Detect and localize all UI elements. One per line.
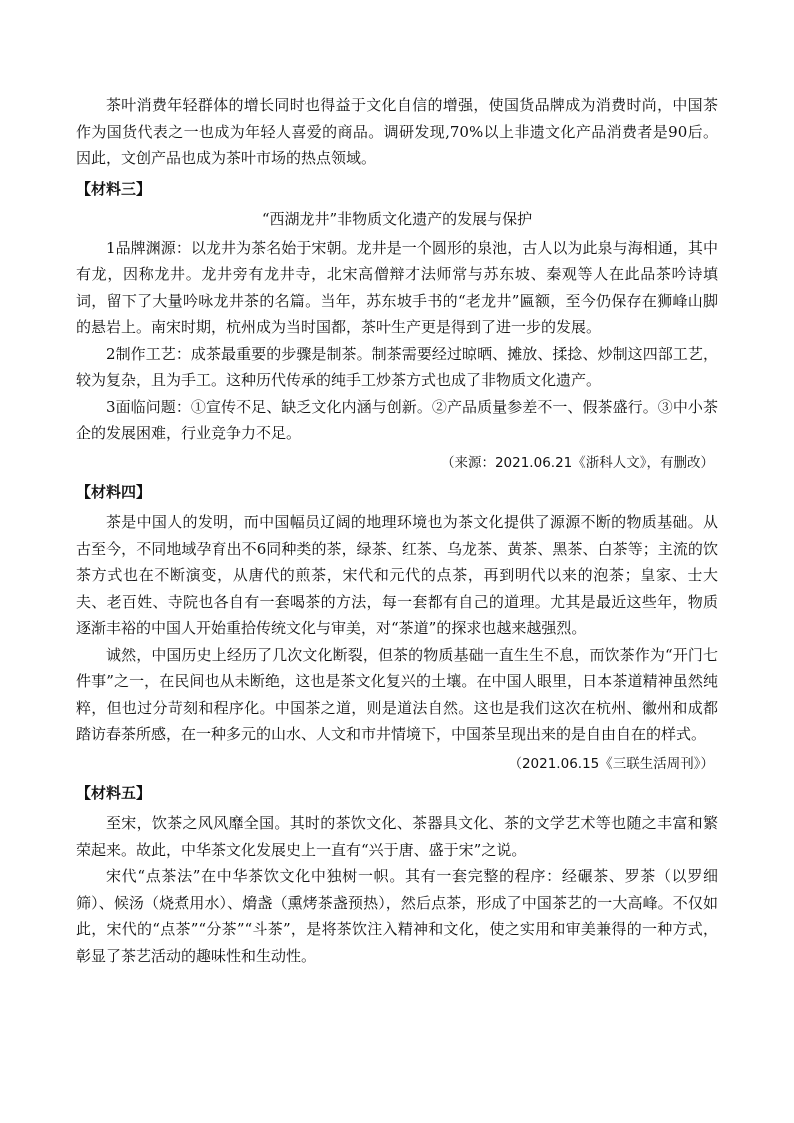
material3-title: “西湖龙井”非物质文化遗产的发展与保护 xyxy=(261,210,533,228)
material5-heading: 【材料五】 xyxy=(76,783,152,802)
material3-paragraph-3: 3面临问题：①宣传不足、缺乏文化内涵与创新。②产品质量参差不一、假茶盛行。③中小茶企的发展困难，行业竞争力不足。 xyxy=(76,397,718,442)
material3-paragraph-1: 1品牌渊源：以龙井为茶名始于宋朝。龙井是一个圆形的泉池，古人以为此泉与海相通，其中有龙，因称龙井。龙井旁有龙井寺，北宋高僧辩才法师常与苏东坡、秦观等人在此品茶吟诗填词，留下了大量吟咏龙井茶的名篇。当年，苏东坡手书的“老龙井”匾额，至今仍保存在狮峰山脚的悬岩上。南宋时期，杭州成为当时国都，茶叶生产更是得到了进一步的发展。 xyxy=(76,238,718,336)
material4-source: （2021.06.15《三联生活周刊》） xyxy=(508,755,714,772)
material5-paragraph-1: 至宋，饮茶之风风靡全国。其时的茶饮文化、茶器具文化、茶的文学艺术等也随之丰富和繁荣起来。故此，中华茶文化发展史上一直有“兴于唐、盛于宋”之说。 xyxy=(76,814,718,859)
material5-paragraph-2: 宋代“点茶法”在中华茶饮文化中独树一帜。其有一套完整的程序：经碾茶、罗茶（以罗细筛）、候汤（烧煮用水）、熁盏（熏烤茶盏预热），然后点茶，形成了中国茶艺的一大高峰。不仅如此，宋代的“点茶”“分茶”“斗茶”，是将茶饮注入精神和文化，使之实用和审美兼得的一种方式，彰显了茶艺活动的趣味性和生动性。 xyxy=(76,867,718,965)
material3-paragraph-2: 2制作工艺：成茶最重要的步骤是制茶。制茶需要经过晾晒、摊放、揉捻、炒制这四部工艺，较为复杂，且为手工。这种历代传承的纯手工炒茶方式也成了非物质文化遗产。 xyxy=(76,344,718,389)
material3-source: （来源：2021.06.21《浙科人文》，有删改） xyxy=(440,454,714,471)
material2-paragraph: 茶叶消费年轻群体的增长同时也得益于文化自信的增强，使国货品牌成为消费时尚，中国茶作为国货代表之一也成为年轻人喜爱的商品。调研发现,70%以上非遗文化产品消费者是90后。因此，文创产品也成为茶叶市场的热点领域。 xyxy=(76,96,718,167)
material4-heading: 【材料四】 xyxy=(76,482,152,501)
material3-heading: 【材料三】 xyxy=(76,179,152,198)
document-page xyxy=(76,92,718,969)
material4-paragraph-2: 诚然，中国历史上经历了几次文化断裂，但茶的物质基础一直生生不息，而饮茶作为“开门七件事”之一，在民间也从未断绝，这也是茶文化复兴的土壤。在中国人眼里，日本茶道精神虽然纯粹，但也过分苛刻和程序化。中国茶之道，则是道法自然。这也是我们这次在杭州、徽州和成都踏访春茶所感，在一种多元的山水、人文和市井情境下，中国茶呈现出来的是自由自在的样式。 xyxy=(76,645,718,743)
material4-paragraph-1: 茶是中国人的发明，而中国幅员辽阔的地理环境也为茶文化提供了源源不断的物质基础。从古至今，不同地域孕育出不6同种类的茶，绿茶、红茶、乌龙茶、黄茶、黑茶、白茶等；主流的饮茶方式也在不断演变，从唐代的煎茶，宋代和元代的点茶，再到明代以来的泡茶；皇家、士大夫、老百姓、寺院也各自有一套喝茶的方法，每一套都有自己的道理。尤其是最近这些年，物质逐渐丰裕的中国人开始重拾传统文化与审美，对“茶道”的探求也越来越强烈。 xyxy=(76,513,718,637)
